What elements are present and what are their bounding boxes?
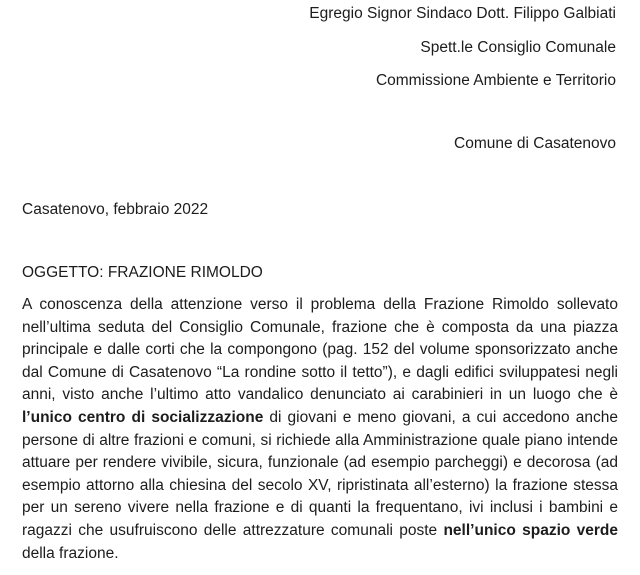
body-bold-socialization-center: l’unico centro di socializzazione [22,408,264,426]
letter-subject: OGGETTO: FRAZIONE RIMOLDO [22,264,263,281]
body-text-part-1: A conoscenza della attenzione verso il problema della Frazione Rimoldo sollevato nell’ultima seduta del Consiglio Comunale, frazione che è composta da una piazza principale e dalle corti che la compongono (pag. 152 del volume sponsorizzato anche dal Comune di Casatenovo “La rondine sotto il tetto”), e dagli edifici sviluppatesi negli anni, visto anche l’ultimo atto vandalico denunciato ai carabinieri in un luogo che è [22,296,618,404]
letter-date: Casatenovo, febbraio 2022 [22,201,209,218]
recipient-commission: Commissione Ambiente e Territorio [375,72,616,89]
letter-body [22,294,618,565]
recipient-municipality: Comune di Casatenovo [454,135,616,152]
body-text-part-3: della frazione. [22,544,119,562]
recipient-council: Spett.le Consiglio Comunale [420,39,616,56]
body-text-part-2: di giovani e meno giovani, a cui accedono anche persone di altre frazioni e comuni, si richiede alla Amministrazione quale piano intende attuare per rendere vivibile, sicura, funzionale (ad esempio parcheggi) e decorosa (ad esempio attorno alla chiesina del secolo XV, ripristinata all’esterno) la frazione stessa per un sereno vivere nella frazione e di quanti la frequentano, ivi inclusi i bambini e ragazzi che usufruiscono delle attrezzature comunali poste [22,408,618,539]
recipient-mayor: Egregio Signor Sindaco Dott. Filippo Galbiati [309,5,616,22]
body-bold-green-space: nell’unico spazio verde [443,521,618,539]
